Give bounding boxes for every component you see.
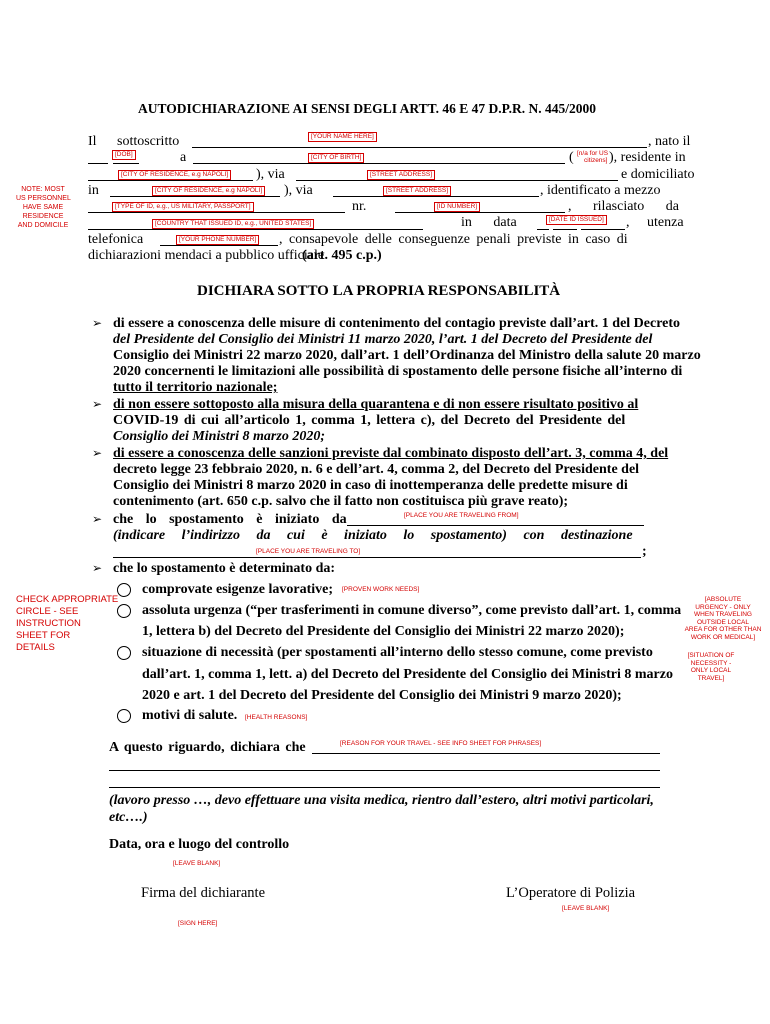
rilasciato-label: , rilasciato da bbox=[568, 199, 680, 214]
bullet-arrow-icon: ➢ bbox=[92, 561, 103, 575]
date-issued-hint: [DATE ID ISSUED] bbox=[546, 215, 607, 225]
regard-label: A questo riguardo, dichiara che bbox=[109, 740, 306, 755]
note-line: ONLY LOCAL bbox=[690, 667, 732, 674]
note-line: DETAILS bbox=[16, 642, 55, 653]
city-res-hint: [CITY OF RESIDENCE, e.g NAPOLI] bbox=[118, 170, 231, 180]
id-type-hint: [TYPE OF ID, e.g., US MILITARY, PASSPORT] bbox=[112, 202, 254, 212]
leave-blank-hint: [LEAVE BLANK] bbox=[173, 860, 221, 867]
a-label: a bbox=[180, 150, 187, 165]
in-label: in bbox=[88, 183, 99, 198]
city-res2-hint: [CITY OF RESIDENCE, e.g NAPOLI] bbox=[152, 186, 265, 196]
sign-here-hint[interactable]: [SIGN HERE] bbox=[178, 920, 218, 927]
id-number-field[interactable] bbox=[395, 212, 565, 213]
note-line: HAVE SAME bbox=[22, 204, 64, 211]
to-field[interactable] bbox=[113, 557, 641, 558]
city-res2-field[interactable] bbox=[110, 196, 280, 197]
proven-hint: [PROVEN WORK NEEDS] bbox=[342, 586, 420, 593]
nr-label: nr. bbox=[352, 199, 367, 214]
check-circle-note bbox=[16, 594, 118, 654]
option2-radio[interactable] bbox=[117, 604, 131, 618]
note-line: [ABSOLUTE bbox=[704, 596, 742, 603]
dob-hint: [DOB] bbox=[112, 150, 136, 160]
consapevole-label: , consapevole delle conseguenze penali previste in caso di bbox=[279, 232, 628, 247]
art495-label: (art. 495 c.p.) bbox=[302, 248, 382, 263]
note-line: INSTRUCTION bbox=[16, 618, 81, 629]
bullet-arrow-icon: ➢ bbox=[92, 397, 103, 411]
bullet5-text: che lo spostamento è determinato da: bbox=[113, 561, 336, 576]
id-number-hint: [ID NUMBER] bbox=[434, 202, 480, 212]
na-us-hint: [n/a for US bbox=[577, 150, 609, 157]
dob-field-b[interactable] bbox=[113, 163, 139, 164]
phone-hint: [YOUR PHONE NUMBER] bbox=[176, 235, 259, 245]
telefonica-label: telefonica bbox=[88, 232, 144, 247]
to-hint: [PLACE YOU ARE TRAVELING TO] bbox=[256, 548, 361, 555]
section-heading: DICHIARA SOTTO LA PROPRIA RESPONSABILITÀ bbox=[197, 283, 561, 299]
bullet1-line5: tutto il territorio nazionale; bbox=[113, 380, 278, 395]
option1-radio[interactable] bbox=[117, 583, 131, 597]
residence-note bbox=[16, 185, 70, 230]
country-field[interactable] bbox=[88, 229, 423, 230]
reason-field-2[interactable] bbox=[109, 770, 660, 771]
firma-label: Firma del dichiarante bbox=[141, 885, 266, 901]
note-line: US PERSONNEL bbox=[16, 195, 71, 202]
health-hint: [HEALTH REASONS] bbox=[245, 714, 308, 721]
paren-open: ( bbox=[569, 150, 574, 165]
date-field-a[interactable] bbox=[537, 229, 549, 230]
country-hint: [COUNTRY THAT ISSUED ID, e.g., UNITED STATES] bbox=[152, 219, 314, 229]
date-field-c[interactable] bbox=[581, 229, 625, 230]
operatore-label: L’Operatore di Polizia bbox=[506, 885, 636, 901]
na-us-hint-2: citizens] bbox=[584, 157, 608, 164]
option4-label: motivi di salute. bbox=[142, 708, 238, 723]
bullet3-line4: contenimento (art. 650 c.p. salvo che il fatto non costituisca più grave reato); bbox=[113, 494, 569, 509]
necessity-note bbox=[684, 652, 738, 682]
note-line: CIRCLE - SEE bbox=[16, 606, 79, 617]
absolute-urgency-note bbox=[680, 596, 766, 641]
nato-il-label: , nato il bbox=[648, 134, 691, 149]
semicolon: ; bbox=[642, 544, 647, 559]
via2-label: ), via bbox=[284, 183, 313, 198]
domiciliato-label: e domiciliato bbox=[621, 167, 695, 182]
in-data-label: in data bbox=[461, 215, 517, 230]
city-birth-field[interactable] bbox=[193, 163, 565, 164]
option3-line2: dall’art. 1, comma 1, lett. a) del Decreto del Presidente del Consiglio dei Ministri 8 marzo bbox=[142, 667, 673, 682]
dichiarazioni-label: dichiarazioni mendaci a pubblico ufficiale bbox=[88, 248, 325, 263]
leave-blank-hint-2: [LEAVE BLANK] bbox=[562, 905, 610, 912]
bullet4-line2: (indicare l’indirizzo da cui è iniziato lo spostamento) con destinazione bbox=[113, 528, 633, 543]
bullet2-line1: di non essere sottoposto alla misura della quarantena e di non essere risultato positivo al bbox=[113, 397, 639, 412]
utenza-label: , utenza bbox=[626, 215, 684, 230]
bullet1-line3: Consiglio dei Ministri 22 marzo 2020, dall’art. 1 dell’Ordinanza del Ministro della salute 20 marzo bbox=[113, 348, 701, 363]
bullet-arrow-icon: ➢ bbox=[92, 316, 103, 330]
note-line: TRAVEL] bbox=[697, 674, 725, 682]
city-res-field[interactable] bbox=[88, 180, 253, 181]
note-line: NOTE: MOST bbox=[21, 186, 65, 193]
residente-label: ), residente in bbox=[609, 150, 686, 165]
name-hint: [YOUR NAME HERE] bbox=[308, 132, 377, 142]
from-field[interactable] bbox=[347, 525, 644, 526]
street-field[interactable] bbox=[296, 180, 618, 181]
bullet-arrow-icon: ➢ bbox=[92, 512, 103, 526]
option3-radio[interactable] bbox=[117, 646, 131, 660]
bullet1-line2: del Presidente del Consiglio dei Ministri 11 marzo 2020, l’art. 1 del Decreto del Presidente del bbox=[113, 332, 653, 347]
option3-line3: 2020 e art. 1 del Decreto del Presidente del Consiglio dei Ministri 9 marzo 2020); bbox=[142, 688, 622, 703]
note-line: AND DOMICILE bbox=[17, 222, 69, 229]
dob-field-a[interactable] bbox=[88, 163, 108, 164]
note-line: RESIDENCE bbox=[22, 213, 64, 220]
bullet2-line3: Consiglio dei Ministri 8 marzo 2020; bbox=[113, 429, 325, 444]
bullet2-line2: COVID-19 di cui all’articolo 1, comma 1, lettera c), del Decreto del Presidente del bbox=[113, 413, 626, 428]
option4-radio[interactable] bbox=[117, 709, 131, 723]
note-line: WORK OR MEDICAL] bbox=[690, 633, 756, 641]
il-label: Il bbox=[88, 134, 97, 149]
bullet-arrow-icon: ➢ bbox=[92, 446, 103, 460]
date-field-b[interactable] bbox=[553, 229, 577, 230]
note-line: URGENCY - ONLY bbox=[695, 603, 751, 611]
street2-hint: [STREET ADDRESS] bbox=[383, 186, 451, 196]
reason-field[interactable] bbox=[312, 753, 660, 754]
city-birth-hint: [CITY OF BIRTH] bbox=[308, 153, 364, 163]
reason-field-3[interactable] bbox=[109, 787, 660, 788]
note-line: [SITUATION OF bbox=[687, 652, 735, 659]
bullet1-line1: di essere a conoscenza delle misure di contenimento del contagio previste dall’art. 1 del Decreto bbox=[113, 316, 681, 331]
option2-line2: 1, lettera b) del Decreto del Presidente del Consiglio dei Ministri 22 marzo 2020); bbox=[142, 624, 625, 639]
bullet3-line1: di essere a conoscenza delle sanzioni previste dal combinato disposto dell’art. 3, comma 4, del bbox=[113, 446, 669, 461]
id-type-field[interactable] bbox=[88, 212, 345, 213]
bullet4-line1: che lo spostamento è iniziato da bbox=[113, 512, 347, 527]
data-ora-label: Data, ora e luogo del controllo bbox=[109, 837, 290, 852]
note-line: WHEN TRAVELING bbox=[694, 611, 752, 618]
examples-text: (lavoro presso …, devo effettuare una visita medica, rientro dall’estero, altri motivi particolari, etc….) bbox=[109, 793, 654, 825]
option2-line1: assoluta urgenza (“per trasferimenti in comune diverso”, come previsto dall’art. 1, comma bbox=[142, 603, 682, 618]
bullet3-line2: decreto legge 23 febbraio 2020, n. 6 e dell’art. 4, comma 2, del Decreto del Presidente del bbox=[113, 462, 640, 477]
via-label: ), via bbox=[256, 167, 285, 182]
note-line: CHECK APPROPRIATE bbox=[16, 594, 119, 605]
street2-field[interactable] bbox=[333, 196, 539, 197]
option1-label: comprovate esigenze lavorative; bbox=[142, 582, 334, 597]
note-line: AREA FOR OTHER THAN bbox=[684, 626, 762, 633]
from-hint: [PLACE YOU ARE TRAVELING FROM] bbox=[404, 512, 519, 519]
sottoscritto-label: sottoscritto bbox=[117, 134, 180, 149]
document-title: AUTODICHIARAZIONE AI SENSI DEGLI ARTT. 46 E 47 D.P.R. N. 445/2000 bbox=[138, 101, 596, 116]
identificato-label: , identificato a mezzo bbox=[540, 183, 661, 198]
phone-field[interactable] bbox=[160, 245, 278, 246]
name-field[interactable] bbox=[192, 147, 647, 148]
street-hint: [STREET ADDRESS] bbox=[367, 170, 435, 180]
note-line: OUTSIDE LOCAL bbox=[696, 618, 749, 626]
option3-line1: situazione di necessità (per spostamenti all’interno dello stesso comune, come previsto bbox=[142, 645, 653, 660]
reason-hint: [REASON FOR YOUR TRAVEL - SEE INFO SHEET FOR PHRASES] bbox=[340, 740, 542, 747]
note-line: SHEET FOR bbox=[16, 630, 71, 641]
bullet3-line3: Consiglio dei Ministri 8 marzo 2020 in caso di inottemperanza delle predette misure di bbox=[113, 478, 628, 493]
note-line: NECESSITY - bbox=[690, 659, 732, 667]
bullet1-line4: 2020 concernenti le limitazioni alle possibilità di spostamento delle persone fisiche all’interno di bbox=[113, 364, 683, 379]
